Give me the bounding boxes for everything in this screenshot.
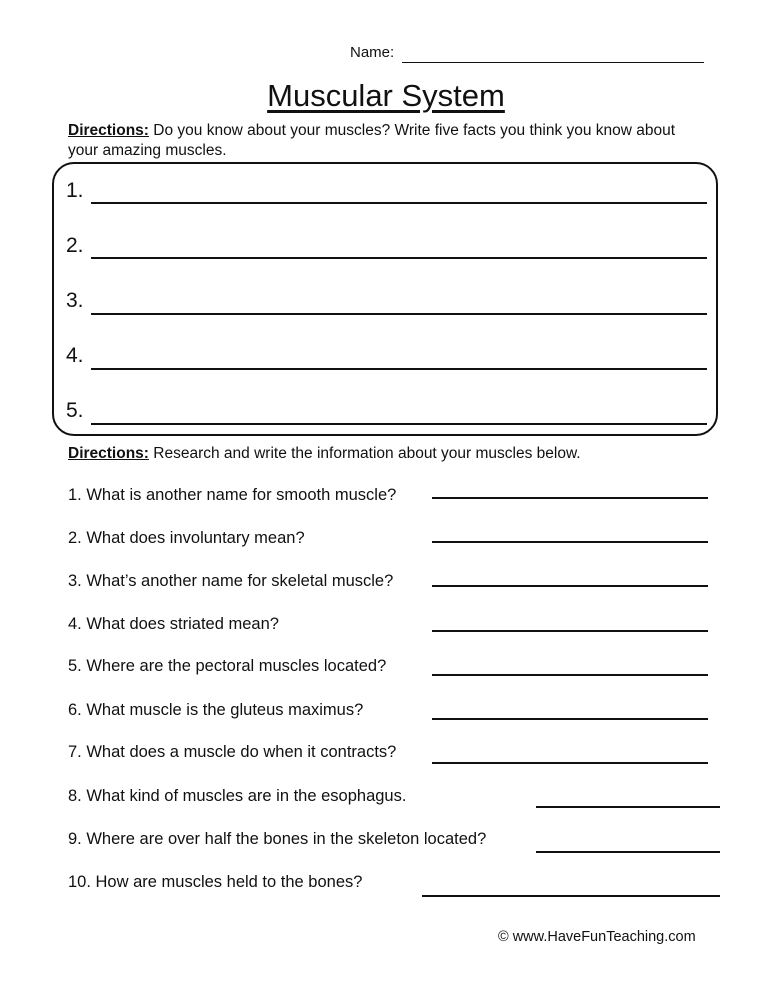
fact-number: 3. xyxy=(66,289,84,312)
question-answer-line-5[interactable] xyxy=(432,674,708,676)
question-text: 1. What is another name for smooth muscle? xyxy=(68,486,397,504)
fact-answer-line-5[interactable] xyxy=(91,423,707,425)
directions-1-text: Do you know about your muscles? Write five facts you think you know about your amazing muscles. xyxy=(68,122,676,159)
fact-number: 2. xyxy=(66,234,84,257)
question-answer-line-3[interactable] xyxy=(432,585,708,587)
question-answer-line-6[interactable] xyxy=(432,718,708,720)
directions-1-label: Directions: xyxy=(68,122,149,139)
question-answer-line-10[interactable] xyxy=(422,895,720,897)
fact-answer-line-1[interactable] xyxy=(91,202,707,204)
question-text: 10. How are muscles held to the bones? xyxy=(68,873,363,891)
question-answer-line-7[interactable] xyxy=(432,762,708,764)
fact-answer-line-2[interactable] xyxy=(91,257,707,259)
directions-2-text: Research and write the information about your muscles below. xyxy=(148,445,581,462)
question-text: 2. What does involuntary mean? xyxy=(68,529,305,547)
question-text: 5. Where are the pectoral muscles located? xyxy=(68,657,387,675)
fact-answer-line-4[interactable] xyxy=(91,368,707,370)
fact-number: 4. xyxy=(66,344,84,367)
question-answer-line-2[interactable] xyxy=(432,541,708,543)
directions-1 xyxy=(68,121,708,161)
question-text: 6. What muscle is the gluteus maximus? xyxy=(68,701,364,719)
question-text: 8. What kind of muscles are in the esophagus. xyxy=(68,787,407,805)
question-text: 4. What does striated mean? xyxy=(68,615,279,633)
question-answer-line-1[interactable] xyxy=(432,497,708,499)
directions-2-label: Directions: xyxy=(68,445,149,462)
name-field[interactable] xyxy=(402,62,704,63)
question-answer-line-4[interactable] xyxy=(432,630,708,632)
question-answer-line-8[interactable] xyxy=(536,806,720,808)
fact-number: 5. xyxy=(66,399,84,422)
directions-2 xyxy=(68,444,708,464)
fact-answer-line-3[interactable] xyxy=(91,313,707,315)
fact-number: 1. xyxy=(66,179,84,202)
page-title: Muscular System xyxy=(267,78,505,113)
question-text: 9. Where are over half the bones in the skeleton located? xyxy=(68,830,487,848)
question-text: 3. What’s another name for skeletal muscle? xyxy=(68,572,394,590)
copyright-footer: © www.HaveFunTeaching.com xyxy=(498,929,696,945)
question-answer-line-9[interactable] xyxy=(536,851,720,853)
question-text: 7. What does a muscle do when it contracts? xyxy=(68,743,397,761)
name-label: Name: xyxy=(350,44,395,61)
